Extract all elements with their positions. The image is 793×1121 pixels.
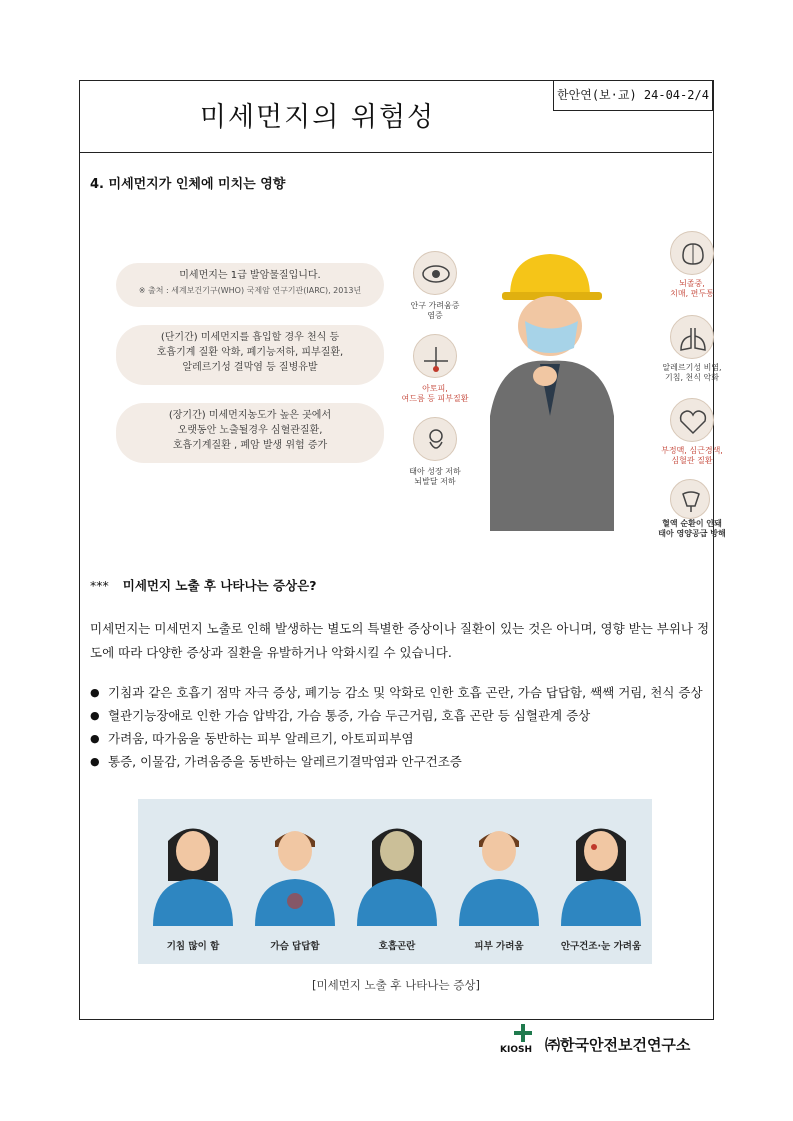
info-pill-2 <box>116 325 384 385</box>
symptom-paragraph: 미세먼지는 미세먼지 노출로 인해 발생하는 별도의 특별한 증상이나 질환이 있는 것은 아니며, 영향 받는 부위나 정도에 따라 다양한 증상과 질환을 유발하거나 악화시킬 수 있습니다. <box>90 621 710 660</box>
kiosh-logo-icon <box>510 1022 536 1044</box>
document-frame <box>79 80 726 1020</box>
pill-text: (단기간) 미세먼지를 흡입할 경우 천식 등 <box>160 332 340 343</box>
person-skin-illustration <box>454 811 544 926</box>
symptom-label: 호흡곤란 <box>378 941 416 952</box>
brain-icon <box>670 231 714 275</box>
list-item: ● 가려움, 따가움을 동반하는 피부 알레르기, 아토피피부염 <box>90 727 710 750</box>
pill-text: 오랫동안 노출될경우 심혈관질환, <box>177 425 323 436</box>
person-breath-illustration <box>352 811 442 926</box>
eye-icon <box>413 251 457 295</box>
list-item: ● 혈관기능장애로 인한 가슴 압박감, 가슴 통증, 가슴 두근거림, 호흡 곤란 등 심혈관계 증상 <box>90 704 710 727</box>
person-cough-illustration <box>148 811 238 926</box>
person-eye-illustration <box>556 811 646 926</box>
worker-illustration <box>490 236 615 531</box>
brain-label: 뇌졸중, 치매, 편두통 <box>670 279 714 298</box>
person-chest-illustration <box>250 811 340 926</box>
uterus-icon <box>670 479 710 519</box>
list-item: ● 통증, 이물감, 가려움증을 동반하는 알레르기결막염과 안구건조증 <box>90 750 710 773</box>
eye-label: 안구 가려움증 염증 <box>410 301 460 320</box>
infographic <box>110 221 726 538</box>
symptom-illustration-panel <box>138 799 652 964</box>
symptom-label: 안구건조·눈 가려움 <box>560 941 642 952</box>
info-pill-1 <box>116 263 384 307</box>
symptom-question <box>90 576 316 594</box>
info-pill-3 <box>116 403 384 463</box>
organization-name: ㈜한국안전보건연구소 <box>545 1036 691 1054</box>
symptom-label: 피부 가려움 <box>474 941 524 952</box>
question-text: 미세먼지 노출 후 나타나는 증상은? <box>122 578 317 593</box>
symptom-label: 기침 많이 함 <box>166 941 220 952</box>
skin-icon <box>413 334 457 378</box>
lungs-icon <box>670 315 714 359</box>
fetus-icon <box>413 417 457 461</box>
pill-text: 알레르기성 결막염 등 질병유발 <box>182 362 318 373</box>
document-code: 한안연(보·교) 24-04-2/4 <box>553 80 713 111</box>
lungs-label: 알레르기성 비염, 기침, 천식 악화 <box>662 363 722 382</box>
pill-text: 미세먼지는 1급 발암물질입니다. <box>179 270 321 281</box>
panel-caption: [미세먼지 노출 후 나타나는 증상] <box>311 978 480 992</box>
pill-text: 호흡기계 질환 악화, 폐기능저하, 피부질환, <box>156 347 344 358</box>
question-stars: *** <box>90 578 109 593</box>
kiosh-logo-text: KIOSH <box>500 1045 532 1055</box>
footer <box>500 1022 730 1058</box>
pill-text: 호흡기계질환 , 폐암 발생 위험 증가 <box>172 440 328 451</box>
list-item: ● 기침과 같은 호흡기 점막 자극 증상, 폐기능 감소 및 악화로 인한 호흡 곤란, 가슴 답답함, 쌕쌕 거림, 천식 증상 <box>90 681 710 704</box>
section-title: 4. 미세먼지가 인체에 미치는 영향 <box>90 177 286 192</box>
pill-text: (장기간) 미세먼지농도가 높은 곳에서 <box>168 410 332 421</box>
symptom-label: 가슴 답답함 <box>270 941 320 952</box>
page-title: 미세먼지의 위험성 <box>199 102 436 133</box>
heart-icon <box>670 398 714 442</box>
heart-label: 부정맥, 심근경색, 심혈관 질환 <box>661 446 723 465</box>
symptom-list <box>90 681 710 773</box>
fetus-label: 태아 성장 저하 뇌발달 저하 <box>409 467 461 486</box>
pill-source: ※ 출처 : 세계보건기구(WHO) 국제암 연구기관(IARC), 2013년 <box>138 286 362 295</box>
header <box>80 81 712 153</box>
uterus-label: 혈액 순환이 안돼 태아 영양공급 방해 <box>658 519 726 538</box>
skin-label: 아토피, 여드름 등 피부질환 <box>401 384 469 403</box>
